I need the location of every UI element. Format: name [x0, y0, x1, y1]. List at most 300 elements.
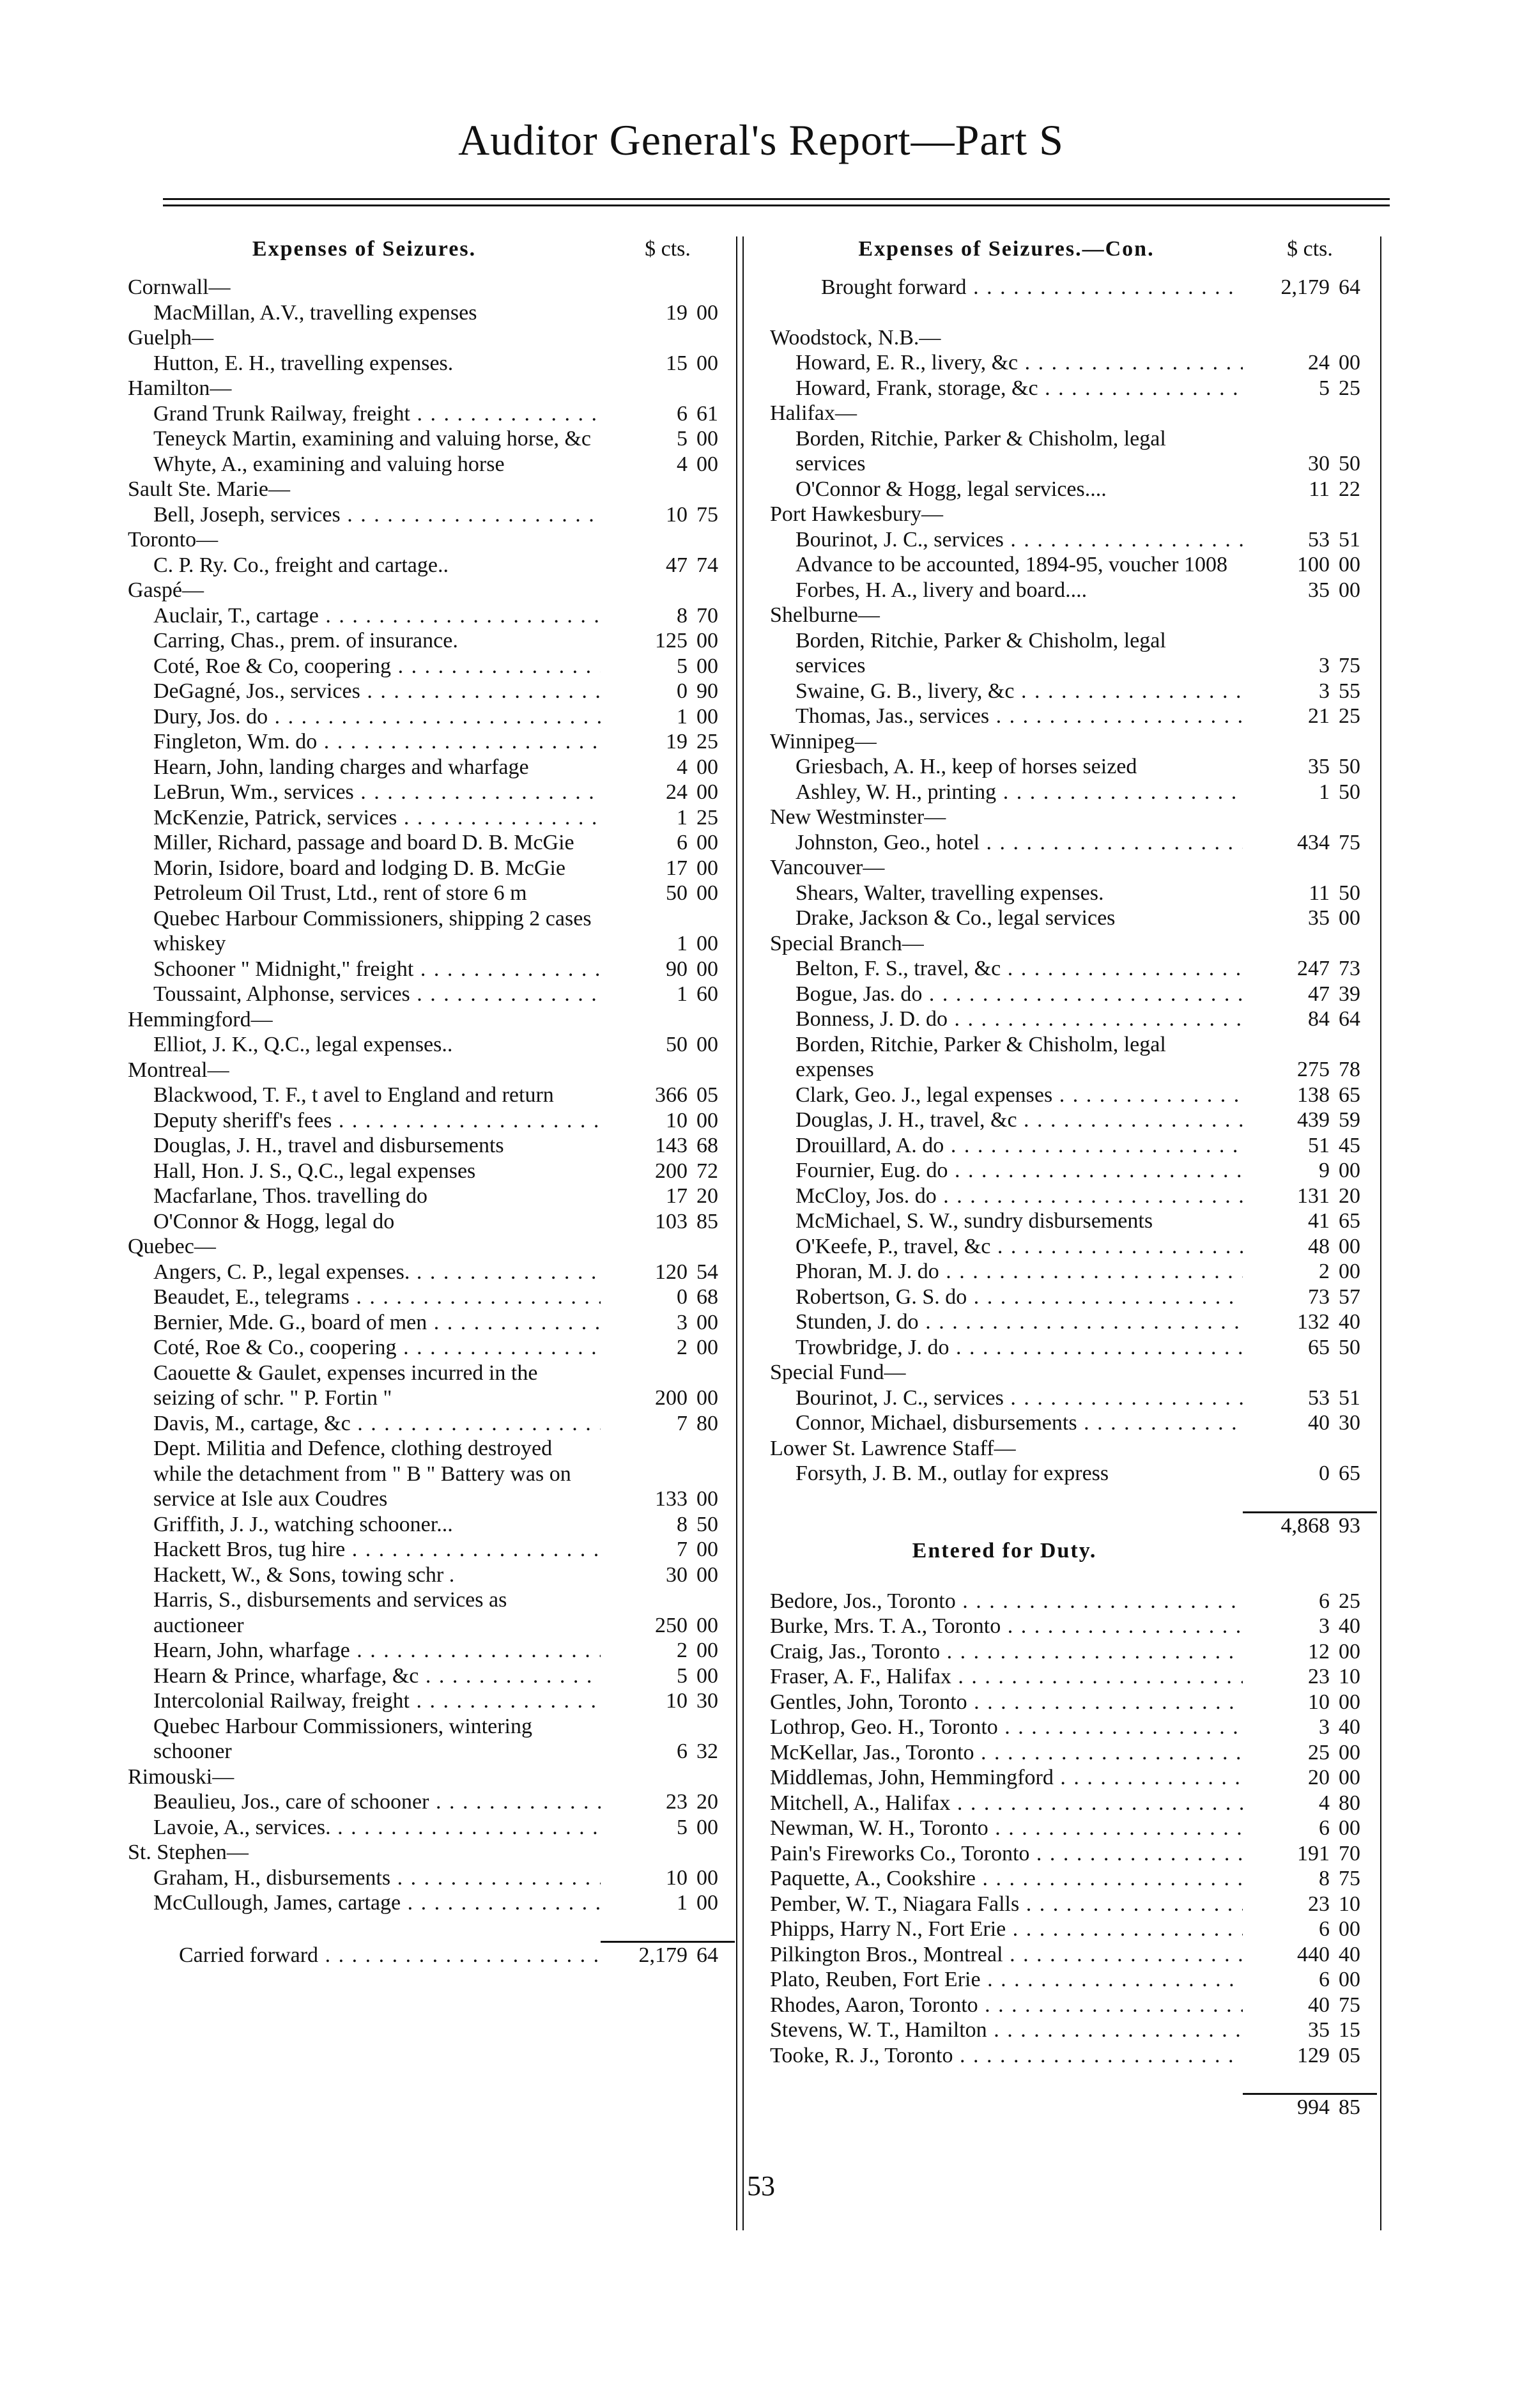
amount-dollars: 2 [677, 1336, 688, 1359]
entry-description: Carring, Chas., prem. of insurance. [153, 629, 458, 652]
entry-amount [601, 553, 735, 578]
entry-description: Pilkington Bros., Montreal . . . [770, 1942, 1243, 1968]
amount-dollars: 2 [677, 1639, 688, 1662]
entry-amount [1243, 1690, 1377, 1715]
amount-cents: 75 [1339, 830, 1360, 854]
amount-dollars: 40 [1308, 1993, 1330, 2017]
amount-dollars: 11 [1309, 881, 1330, 905]
amount-cents: 00 [696, 1663, 718, 1688]
entry-description: Douglas, J. H., travel, &c . . . [770, 1108, 1243, 1133]
spacer [770, 2068, 1377, 2093]
entry-amount [601, 856, 735, 881]
amount-cents: 00 [1339, 1816, 1360, 1840]
ledger-entry [128, 1083, 735, 1108]
entry-amount [601, 1865, 735, 1891]
amount-dollars: 90 [666, 957, 688, 981]
entry-amount [601, 1209, 735, 1235]
amount-dollars: 994 [1297, 2095, 1330, 2119]
section-heading [770, 325, 1377, 351]
amount-cents: 00 [696, 1310, 718, 1334]
amount-cents: 70 [696, 603, 718, 628]
entry-description: Angers, C. P., legal expenses. . . . [128, 1260, 601, 1285]
amount-cents: 00 [696, 1563, 718, 1587]
amount-dollars: 35 [1308, 578, 1330, 602]
section-heading [128, 275, 735, 300]
amount-dollars: 50 [666, 881, 688, 905]
amount-cents: 00 [1339, 1260, 1360, 1283]
entry-description: Bogue, Jas. do . . . [770, 982, 1243, 1007]
entry-description: Borden, Ritchie, Parker & Chisholm, legal services [796, 426, 1166, 475]
ledger-entry [128, 401, 735, 427]
ledger-entry [128, 426, 735, 452]
amount-cents: 20 [696, 1184, 718, 1208]
amount-cents: 60 [696, 982, 718, 1006]
amount-cents: 00 [696, 1386, 718, 1410]
ledger-entry [770, 2018, 1377, 2043]
ledger-entry [128, 1563, 735, 1588]
amount-cents: 25 [696, 805, 718, 830]
entry-description: Woodstock, N.B.— [770, 325, 941, 350]
ledger-entry [128, 957, 735, 982]
ledger-entry [770, 1032, 1377, 1083]
right-entries [770, 275, 1377, 2120]
entry-description: Stevens, W. T., Hamilton . . . [770, 2018, 1243, 2043]
ledger-entry [128, 1512, 735, 1538]
entry-description: McKenzie, Patrick, services . . . [128, 805, 601, 831]
entry-description: Toronto— [128, 528, 219, 552]
total-row [770, 2093, 1377, 2120]
entry-amount [1243, 1589, 1377, 1614]
ledger-entry [770, 754, 1377, 780]
amount-cents: 25 [1339, 704, 1360, 728]
entry-description: Belton, F. S., travel, &c . . . [770, 956, 1243, 982]
entry-amount [1243, 1892, 1377, 1917]
entry-amount [1243, 1309, 1377, 1335]
left-entries [128, 275, 735, 1968]
entry-amount [1243, 1917, 1377, 1942]
entry-description: Clark, Geo. J., legal expenses . . . [770, 1083, 1243, 1108]
ledger-entry [128, 1663, 735, 1689]
amount-cents: 00 [696, 1033, 718, 1056]
amount-dollars: 20 [1308, 1766, 1330, 1789]
amount-dollars: 47 [666, 553, 688, 577]
amount-dollars: 41 [1308, 1209, 1330, 1233]
section-heading [128, 325, 735, 351]
amount-dollars: 10 [666, 502, 688, 527]
entry-description: Shelburne— [770, 603, 880, 627]
amount-dollars: 200 [655, 1386, 688, 1410]
amount-dollars: 19 [666, 730, 688, 753]
ledger-entry [128, 1310, 735, 1336]
section-heading [128, 527, 735, 553]
entry-description: McMichael, S. W., sundry disbursements [796, 1209, 1153, 1233]
amount-dollars: 5 [1319, 376, 1330, 400]
amount-dollars: 35 [1308, 906, 1330, 930]
entry-description: LeBrun, Wm., services . . . [128, 780, 601, 805]
column-divider-left [736, 236, 737, 2230]
amount-cents: 57 [1339, 1285, 1360, 1309]
ledger-entry [770, 1335, 1377, 1361]
amount-cents: 54 [696, 1260, 718, 1284]
amount-dollars: 3 [1319, 679, 1330, 703]
amount-dollars: 47 [1308, 982, 1330, 1006]
amount-cents: 00 [696, 957, 718, 981]
amount-cents: 85 [696, 1209, 718, 1233]
entry-amount [1243, 1841, 1377, 1867]
entry-description: Tooke, R. J., Toronto . . . [770, 2043, 1243, 2069]
ledger-entry [770, 679, 1377, 704]
ledger-entry [770, 1993, 1377, 2018]
amount-dollars: 53 [1308, 1385, 1330, 1410]
amount-dollars: 23 [1308, 1665, 1330, 1688]
ledger-entry [128, 1411, 735, 1437]
left-section-heading: Expenses of Seizures. [252, 237, 477, 261]
entry-description: MacMillan, A.V., travelling expenses [153, 300, 477, 325]
amount-dollars: 434 [1297, 830, 1330, 854]
amount-dollars: 1 [677, 1891, 688, 1915]
entry-amount [601, 628, 735, 654]
entry-amount [601, 780, 735, 805]
amount-cents: 80 [1339, 1791, 1360, 1815]
amount-dollars: 3 [677, 1310, 688, 1334]
entry-description: Dept. Militia and Defence, clothing destroyed while the detachment from " B " Battery was on service at Isle aux Coudres [153, 1437, 571, 1511]
ledger-entry [770, 1461, 1377, 1486]
entry-amount [1243, 1993, 1377, 2018]
amount-cents: 40 [1339, 1614, 1360, 1638]
entry-amount [1243, 2093, 1377, 2120]
amount-cents: 00 [696, 1336, 718, 1359]
entry-amount [1243, 1942, 1377, 1968]
amount-cents: 10 [1339, 1665, 1360, 1688]
entry-amount [601, 502, 735, 528]
entry-amount [601, 679, 735, 704]
amount-dollars: 4 [1319, 1791, 1330, 1815]
entry-amount [1243, 578, 1377, 603]
entry-description: McCloy, Jos. do . . . [770, 1184, 1243, 1209]
amount-cents: 61 [696, 401, 718, 426]
amount-cents: 15 [1339, 2018, 1360, 2042]
entry-description: Port Hawkesbury— [770, 502, 944, 526]
entry-amount [601, 957, 735, 982]
entry-description: Trowbridge, J. do . . . [770, 1335, 1243, 1361]
entry-description: Winnipeg— [770, 729, 877, 753]
entry-description: McCullough, James, cartage . . . [128, 1890, 601, 1916]
amount-dollars: 25 [1308, 1740, 1330, 1764]
ledger-entry [128, 1159, 735, 1184]
entry-description: Brought forward . . . [770, 275, 1243, 300]
ledger-entry [770, 350, 1377, 376]
entry-amount [1243, 1740, 1377, 1766]
entry-amount [1243, 1614, 1377, 1639]
amount-dollars: 1 [677, 704, 688, 729]
amount-dollars: 0 [677, 1285, 688, 1309]
section-heading [128, 1234, 735, 1260]
entry-amount [601, 704, 735, 730]
entry-amount [1243, 1410, 1377, 1436]
entry-amount [601, 1032, 735, 1058]
entry-description: Beaudet, E., telegrams . . . [128, 1285, 601, 1310]
section-heading [770, 855, 1377, 881]
amount-dollars: 132 [1297, 1310, 1330, 1334]
amount-dollars: 50 [666, 1033, 688, 1056]
entry-description: Beaulieu, Jos., care of schooner . . . [128, 1789, 601, 1815]
amount-cents: 05 [1339, 2043, 1360, 2067]
entry-amount [601, 881, 735, 906]
entry-description: Caouette & Gaulet, expenses incurred in the seizing of schr. " P. Fortin " [153, 1361, 538, 1410]
entry-amount [1243, 780, 1377, 805]
entry-description: Borden, Ritchie, Parker & Chisholm, legal expenses [796, 1032, 1166, 1081]
ledger-entry [770, 1108, 1377, 1133]
entry-amount [1243, 679, 1377, 704]
entry-amount [601, 1486, 735, 1512]
entry-amount [601, 1083, 735, 1108]
entry-amount [1243, 881, 1377, 906]
entry-amount [1243, 1108, 1377, 1133]
section-heading [770, 1360, 1377, 1385]
entry-amount [1243, 1158, 1377, 1184]
ledger-entry [128, 351, 735, 376]
entry-description: Hearn, John, wharfage . . . [128, 1638, 601, 1663]
entry-description: Rhodes, Aaron, Toronto . . . [770, 1993, 1243, 2018]
amount-dollars: 5 [677, 1663, 688, 1688]
entry-amount [601, 1108, 735, 1134]
amount-cents: 72 [696, 1159, 718, 1183]
amount-dollars: 129 [1297, 2043, 1330, 2067]
amount-dollars: 23 [1308, 1892, 1330, 1916]
entry-description: Auclair, T., cartage . . . [128, 603, 601, 629]
amount-cents: 55 [1339, 679, 1360, 703]
entry-amount [1243, 1791, 1377, 1816]
entry-amount [1243, 1866, 1377, 1892]
entry-description: Lavoie, A., services. . . . [128, 1815, 601, 1841]
entry-description: Drouillard, A. do . . . [770, 1133, 1243, 1159]
amount-dollars: 439 [1297, 1108, 1330, 1132]
amount-cents: 00 [1339, 906, 1360, 930]
ledger-entry [770, 1158, 1377, 1184]
section-heading [770, 502, 1377, 527]
amount-dollars: 5 [677, 654, 688, 678]
amount-cents: 30 [1339, 1411, 1360, 1435]
ledger-entry [128, 1537, 735, 1563]
entry-description: Fraser, A. F., Halifax . . . [770, 1664, 1243, 1690]
entry-description: Hall, Hon. J. S., Q.C., legal expenses [153, 1159, 476, 1183]
amount-dollars: 120 [655, 1260, 688, 1284]
amount-cents: 00 [696, 755, 718, 779]
ledger-entry [770, 477, 1377, 502]
amount-cents: 00 [696, 1639, 718, 1662]
amount-cents: 00 [1339, 1740, 1360, 1764]
amount-cents: 68 [696, 1134, 718, 1157]
amount-dollars: 10 [1308, 1690, 1330, 1714]
amount-dollars: 250 [655, 1613, 688, 1637]
ledger-entry [770, 1866, 1377, 1892]
amount-dollars: 247 [1297, 957, 1330, 980]
entry-description: Halifax— [770, 401, 857, 425]
amount-cents: 70 [1339, 1841, 1360, 1865]
entry-amount [1243, 1715, 1377, 1740]
entry-amount [1243, 704, 1377, 729]
entry-description: Carried forward . . . [128, 1943, 601, 1968]
entry-description: O'Connor & Hogg, legal do [153, 1209, 395, 1233]
amount-cents: 64 [1339, 1007, 1360, 1031]
amount-cents: 00 [696, 452, 718, 476]
ledger-entry [770, 1614, 1377, 1639]
amount-dollars: 51 [1308, 1133, 1330, 1157]
amount-cents: 64 [1339, 275, 1360, 299]
entry-description: Bell, Joseph, services . . . [128, 502, 601, 528]
entry-amount [601, 1815, 735, 1841]
ledger-entry [128, 1032, 735, 1058]
ledger-entry [128, 1815, 735, 1841]
amount-dollars: 6 [1319, 1917, 1330, 1941]
ledger-entry [128, 982, 735, 1007]
ledger-entry [128, 729, 735, 755]
ledger-entry [128, 1436, 735, 1512]
ledger-entry [128, 1133, 735, 1159]
entry-amount [1243, 1057, 1377, 1083]
amount-cents: 25 [696, 730, 718, 753]
amount-cents: 00 [696, 704, 718, 729]
entry-description: Hearn & Prince, wharfage, &c . . . [128, 1663, 601, 1689]
section-heading [128, 578, 735, 603]
amount-cents: 39 [1339, 982, 1360, 1006]
amount-cents: 00 [696, 831, 718, 854]
amount-cents: 30 [696, 1689, 718, 1713]
amount-cents: 25 [1339, 376, 1360, 400]
amount-cents: 50 [1339, 452, 1360, 475]
ledger-entry [128, 830, 735, 856]
entry-amount [601, 1184, 735, 1209]
ledger-entry [770, 1184, 1377, 1209]
ledger-entry [770, 1133, 1377, 1159]
entry-amount [601, 1890, 735, 1916]
entry-amount [601, 351, 735, 376]
ledger-entry [770, 956, 1377, 982]
ledger-entry [770, 1259, 1377, 1285]
right-column-header [770, 236, 1377, 275]
entry-description: Hemmingford— [128, 1007, 273, 1031]
amount-cents: 50 [1339, 755, 1360, 778]
entry-amount [601, 1739, 735, 1764]
entry-amount [1243, 1639, 1377, 1665]
entry-amount [601, 805, 735, 831]
section-heading [128, 376, 735, 401]
entry-description: Phipps, Harry N., Fort Erie . . . [770, 1917, 1243, 1942]
ledger-entry [770, 982, 1377, 1007]
amount-cents: 25 [1339, 1589, 1360, 1613]
section-heading [770, 931, 1377, 957]
ledger-entry [770, 1664, 1377, 1690]
amount-dollars: 6 [677, 1740, 688, 1763]
amount-cents: 00 [1339, 1639, 1360, 1663]
amount-cents: 75 [1339, 654, 1360, 677]
amount-dollars: 21 [1308, 704, 1330, 728]
column-divider-left-double [742, 236, 744, 2230]
amount-dollars: 1 [677, 805, 688, 830]
entry-description: Howard, Frank, storage, &c . . . [770, 376, 1243, 401]
entry-description: Bedore, Jos., Toronto . . . [770, 1589, 1243, 1614]
ledger-entry [770, 830, 1377, 856]
entry-amount [1243, 1816, 1377, 1841]
entry-amount [1243, 451, 1377, 477]
amount-dollars: 143 [655, 1134, 688, 1157]
ledger-entry [770, 426, 1377, 477]
amount-dollars: 4 [677, 755, 688, 779]
right-column [770, 236, 1377, 2120]
header-rule-double [163, 205, 1390, 206]
entry-description: Rimouski— [128, 1764, 234, 1789]
amount-dollars: 133 [655, 1487, 688, 1511]
amount-dollars: 23 [666, 1790, 688, 1814]
entry-description: Quebec Harbour Commissioners, wintering schooner [153, 1714, 532, 1763]
ledger-entry [128, 1184, 735, 1209]
page-title: Auditor General's Report—Part S [458, 116, 1064, 164]
ledger-entry [770, 1917, 1377, 1942]
amount-cents: 50 [696, 1512, 718, 1536]
amount-dollars: 2,179 [1280, 275, 1330, 299]
amount-cents: 00 [696, 1613, 718, 1637]
ledger-entry [770, 1208, 1377, 1234]
ledger-entry [770, 628, 1377, 679]
amount-cents: 00 [696, 881, 718, 905]
right-money-heading: $ cts. [1287, 237, 1333, 261]
amount-dollars: 5 [677, 427, 688, 451]
entry-description: Cornwall— [128, 275, 231, 299]
entry-description: Connor, Michael, disbursements . . . [770, 1410, 1243, 1436]
entry-amount [1243, 376, 1377, 401]
entry-description: DeGagné, Jos., services . . . [128, 679, 601, 704]
ledger-entry [128, 300, 735, 326]
ledger-entry [770, 1385, 1377, 1411]
ledger-entry [770, 1765, 1377, 1791]
amount-cents: 00 [1339, 578, 1360, 602]
amount-dollars: 5 [677, 1815, 688, 1839]
entry-amount [601, 1385, 735, 1411]
entry-description: Gentles, John, Toronto . . . [770, 1690, 1243, 1715]
entry-description: Grand Trunk Railway, freight . . . [128, 401, 601, 427]
amount-dollars: 73 [1308, 1285, 1330, 1309]
ledger-entry [770, 1083, 1377, 1108]
amount-dollars: 8 [677, 1512, 688, 1536]
entry-amount [601, 982, 735, 1007]
ledger-entry [128, 603, 735, 629]
amount-dollars: 1 [677, 982, 688, 1006]
amount-cents: 00 [696, 351, 718, 375]
entry-amount [1243, 2043, 1377, 2069]
amount-cents: 00 [1339, 553, 1360, 576]
amount-cents: 73 [1339, 957, 1360, 980]
ledger-entry [770, 1234, 1377, 1260]
entry-description: Hackett, W., & Sons, towing schr . [153, 1563, 455, 1587]
amount-dollars: 131 [1297, 1184, 1330, 1208]
entry-description: Advance to be accounted, 1894-95, voucher 1008 [796, 553, 1227, 576]
ledger-entry [128, 1789, 735, 1815]
spacer [770, 1564, 1377, 1589]
entry-description: Bernier, Mde. G., board of men . . . [128, 1310, 601, 1336]
ledger-entry [128, 654, 735, 679]
spacer [128, 1916, 735, 1941]
entry-amount [1243, 1335, 1377, 1361]
amount-cents: 00 [696, 300, 718, 325]
entry-amount [601, 1789, 735, 1815]
ledger-entry [770, 780, 1377, 805]
amount-cents: 64 [696, 1943, 718, 1967]
entry-description: Blackwood, T. F., t avel to England and return [153, 1083, 554, 1107]
entry-description: Quebec Harbour Commissioners, shipping 2 cases whiskey [153, 906, 592, 955]
amount-cents: 00 [696, 1815, 718, 1839]
amount-dollars: 103 [655, 1209, 688, 1233]
ledger-entry [128, 1335, 735, 1361]
